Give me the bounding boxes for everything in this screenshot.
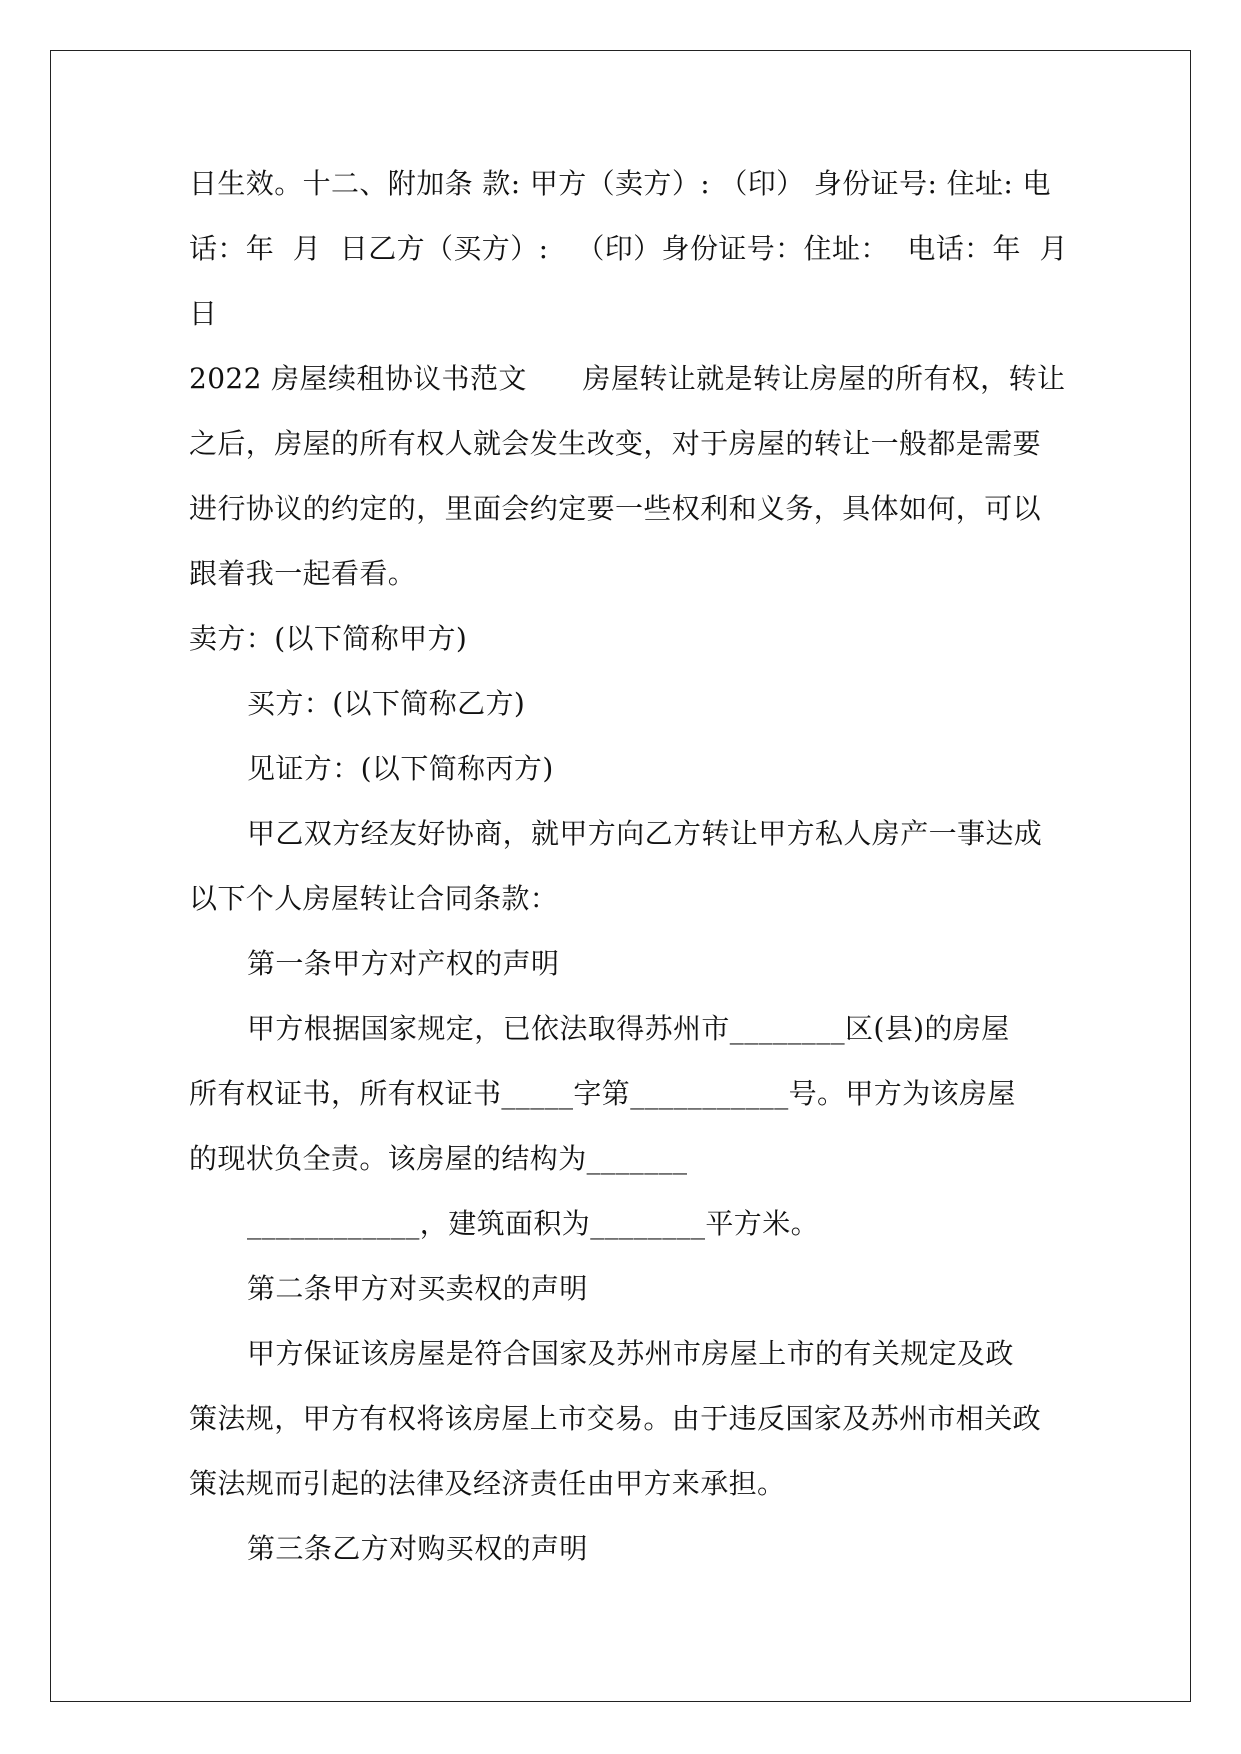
text-line: 跟着我一起看看。 [189, 557, 417, 590]
document-body [189, 151, 1068, 1581]
party-buyer: 买方：(以下简称乙方) [247, 687, 526, 720]
text-line: 策法规而引起的法律及经济责任由甲方来承担。 [189, 1467, 786, 1500]
text-line: 日生效。十二、附加条 款: 甲方（卖方）: （印） 身份证号: 住址: 电 [189, 167, 1051, 200]
clause-heading: 第三条乙方对购买权的声明 [247, 1532, 588, 1565]
clause-heading: 第一条甲方对产权的声明 [247, 947, 560, 980]
text-line: 甲方根据国家规定，已依法取得苏州市________区(县)的房屋 [247, 1012, 1010, 1045]
party-witness: 见证方：(以下简称丙方) [247, 752, 554, 785]
text-line: 的现状负全责。该房屋的结构为_______ [189, 1142, 688, 1175]
text-line: 甲方保证该房屋是符合国家及苏州市房屋上市的有关规定及政 [247, 1337, 1014, 1370]
text-line: 日 [189, 297, 218, 330]
text-line: 甲乙双方经友好协商，就甲方向乙方转让甲方私人房产一事达成 [247, 817, 1043, 850]
party-seller: 卖方：(以下简称甲方) [189, 622, 468, 655]
text-line: 之后，房屋的所有权人就会发生改变，对于房屋的转让一般都是需要 [189, 427, 1042, 460]
text-line: 话：年 月 日乙方（买方）: （印）身份证号：住址： 电话：年 月 [189, 232, 1068, 265]
text-line: ____________，建筑面积为________平方米。 [247, 1207, 820, 1240]
text-line: 策法规，甲方有权将该房屋上市交易。由于违反国家及苏州市相关政 [189, 1402, 1042, 1435]
text-line: 以下个人房屋转让合同条款： [189, 882, 559, 915]
clause-heading: 第二条甲方对买卖权的声明 [247, 1272, 588, 1305]
text-line: 所有权证书，所有权证书_____字第___________号。甲方为该房屋 [189, 1077, 1016, 1110]
text-line: 进行协议的约定的，里面会约定要一些权利和义务，具体如何，可以 [189, 492, 1042, 525]
document-title-line: 2022 房屋续租协议书范文 房屋转让就是转让房屋的所有权，转让 [189, 362, 1066, 395]
